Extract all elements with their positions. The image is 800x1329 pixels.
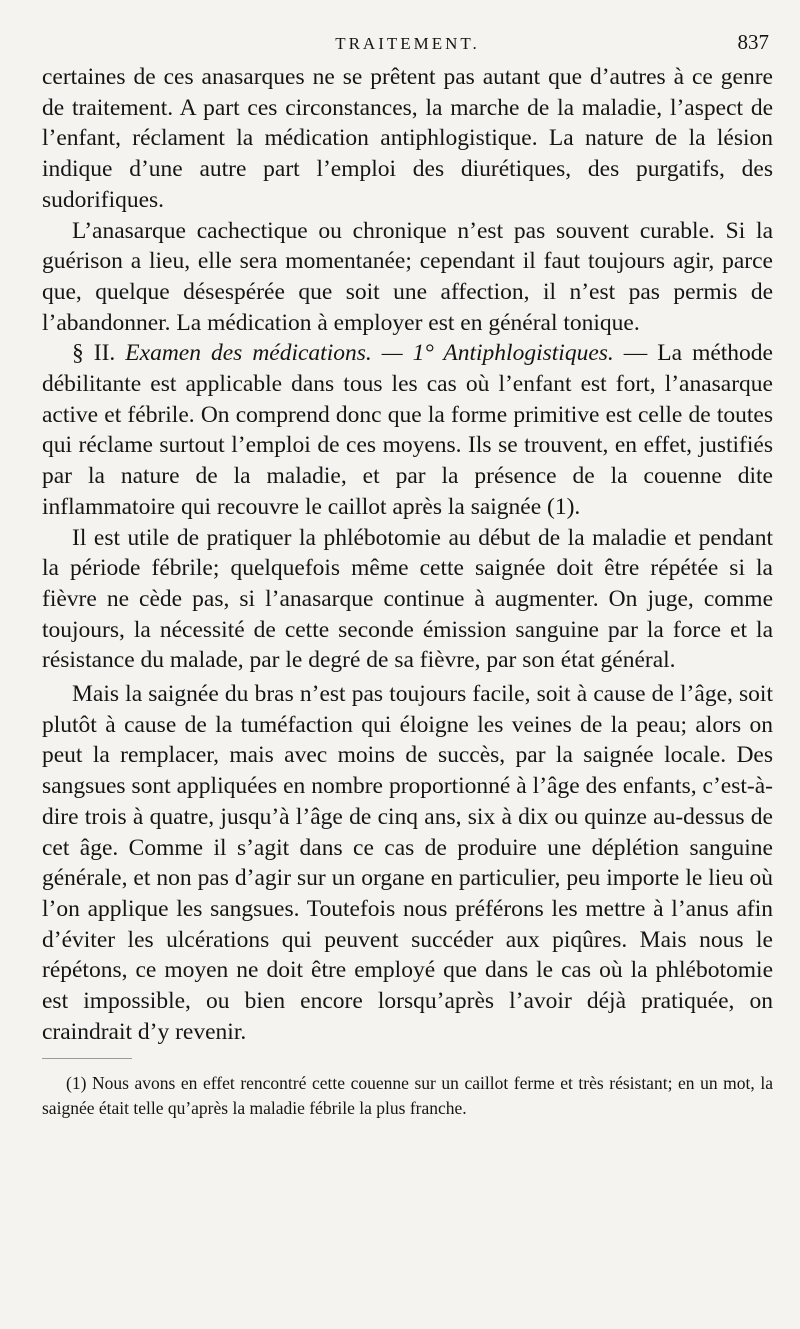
running-head [42,30,773,56]
paragraph-anasarque-cachectique: L’anasarque cachectique ou chronique n’est pas souvent curable. Si la guérison a lieu, elle sera momentanée; cependant il faut toujours agir, parce que, quelque désespérée que soit une affection, il n’est pas permis de l’abandonner. La médication à employer est en général tonique. [42,217,773,336]
section-heading: Examen des médications. — 1° Antiphlogistiques. [125,340,614,367]
paragraph-section-ii [42,338,773,522]
body-text [42,62,773,1048]
paragraph-saignee-locale: Mais la saignée du bras n’est pas toujours facile, soit à cause de l’âge, soit plutôt à cause de la tuméfaction qui éloigne les veines de la peau; alors on peut la remplacer, mais avec moins de succès, par la saignée locale. Des sangsues sont appliquées en nombre proportionné à l’âge des enfants, c’est-à-dire trois à quatre, jusqu’à l’âge de cinq ans, six à dix ou quinze au-dessus de cet âge. Comme il s’agit dans ce cas de produire une déplétion sanguine générale, et non pas d’agir sur un organe en particulier, peu importe le lieu où l’on applique les sangsues. Toutefois nous préférons les mettre à l’anus afin d’éviter les ulcérations qui peuvent succéder aux piqûres. Mais nous le répétons, ce moyen ne doit être employé que dans le cas où la phlébotomie est impossible, ou bien encore lorsqu’après l’avoir déjà pratiquée, on craindrait d’y revenir. [42,681,773,1045]
section-text: — La méthode débilitante est applicable dans tous les cas où l’enfant est fort, l’anasarque active et fébrile. On comprend donc que la forme primitive est celle de toutes qui réclame surtout l’emploi de ces moyens. Ils se trouvent, en effet, justifiés par la nature de la maladie, et par la présence de la couenne dite inflammatoire qui recouvre le caillot après la saignée (1). [42,340,773,520]
running-title: TRAITEMENT. [335,34,480,53]
section-number: § II. [72,340,126,367]
page-number: 837 [737,30,769,54]
paragraph-continuation: certaines de ces anasarques ne se prêtent pas autant que d’autres à ce genre de traitement. A part ces circonstances, la marche de la maladie, l’aspect de l’enfant, réclament la médication antiphlogistique. La nature de la lésion indique d’une autre part l’emploi des diurétiques, des purgatifs, des sudorifiques. [42,64,773,213]
footnote-divider [42,1058,132,1059]
paragraph-phlebotomie: Il est utile de pratiquer la phlébotomie au début de la maladie et pendant la période fébrile; quelquefois même cette saignée doit être répétée si la fièvre ne cède pas, si l’anasarque continue à augmenter. On juge, comme toujours, la nécessité de cette seconde émission sanguine par la force et la résistance du malade, par le degré de sa fièvre, par son état général. [42,524,773,674]
footnote: (1) Nous avons en effet rencontré cette couenne sur un caillot ferme et très résistant; en un mot, la saignée était telle qu’après la maladie fébrile la plus franche. [42,1072,773,1118]
